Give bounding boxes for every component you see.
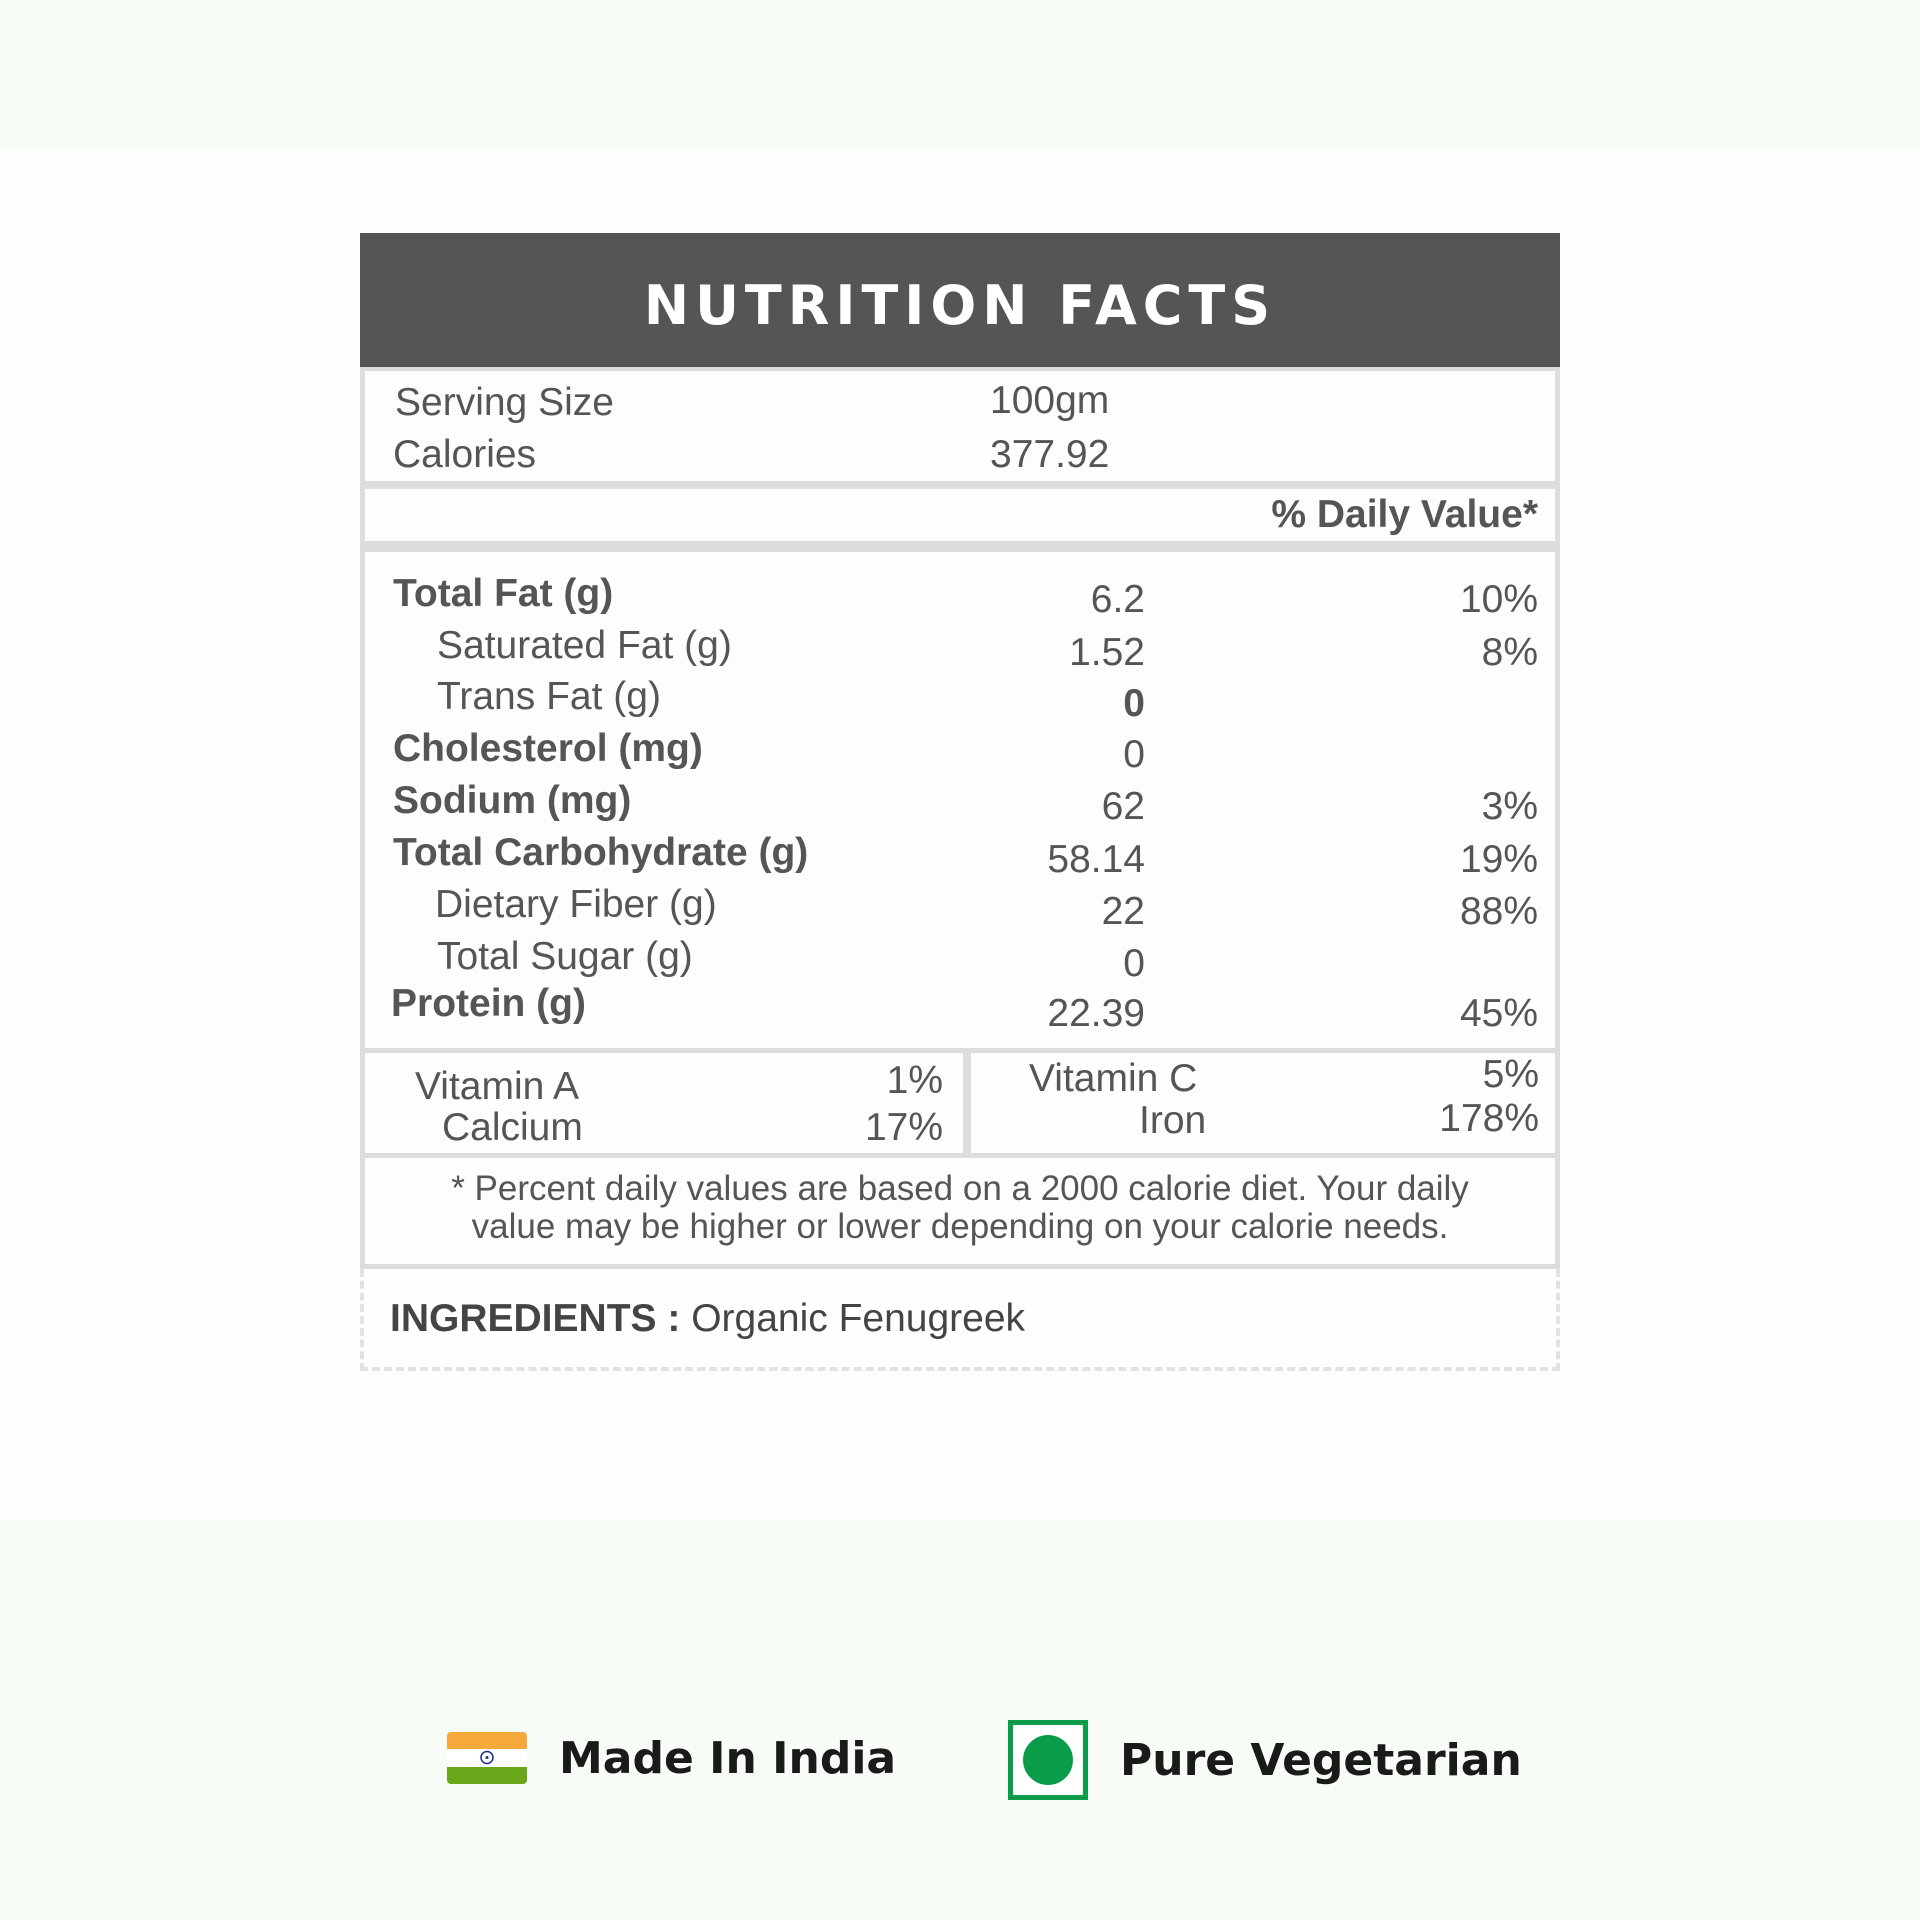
calories-value: 377.92 [990, 433, 1110, 476]
nutrient-label: Total Fat (g) [393, 572, 614, 615]
nutrient-value: 22 [1101, 890, 1145, 933]
nutrient-value: 22.39 [1047, 992, 1145, 1035]
nutrient-value: 0 [1123, 733, 1145, 776]
pure-vegetarian-label: Pure Vegetarian [1120, 1734, 1522, 1786]
nutrient-label: Protein (g) [391, 982, 586, 1025]
nutrient-label: Dietary Fiber (g) [435, 883, 717, 926]
nutrient-daily-value: 45% [1459, 992, 1538, 1035]
calories-label: Calories [393, 433, 537, 476]
calcium-value: 17% [864, 1106, 943, 1149]
nutrient-daily-value: 8% [1481, 631, 1538, 674]
vitamin-a-value: 1% [886, 1059, 943, 1102]
made-in-india-label: Made In India [559, 1732, 897, 1784]
nutrient-daily-value: 19% [1459, 838, 1538, 881]
pure-vegetarian-badge [1008, 1720, 1522, 1800]
nutrient-value: 1.52 [1069, 631, 1145, 674]
nutrient-label: Cholesterol (mg) [393, 727, 703, 770]
vitamins-section [360, 1053, 1560, 1158]
nutrient-value: 0 [1123, 942, 1145, 985]
footnote-line-1: * Percent daily values are based on a 2000 calorie diet. Your daily [451, 1169, 1469, 1208]
nutrient-daily-value: 10% [1459, 578, 1538, 621]
daily-value-section [360, 486, 1560, 546]
vitamins-right [971, 1053, 1555, 1153]
footnote-text [365, 1170, 1555, 1246]
made-in-india-badge [447, 1732, 896, 1784]
veg-mark-icon [1008, 1720, 1088, 1800]
nutrient-daily-value: 3% [1481, 785, 1538, 828]
nutrient-label: Total Sugar (g) [437, 935, 693, 978]
nutrient-value: 58.14 [1047, 838, 1145, 881]
nutrition-facts-card [360, 233, 1560, 1371]
vitamin-c-value: 5% [1482, 1053, 1539, 1096]
vitamins-left [365, 1053, 971, 1153]
serving-size-label: Serving Size [395, 381, 614, 424]
serving-size-value: 100gm [990, 379, 1110, 422]
vitamin-a-label: Vitamin A [415, 1065, 580, 1108]
serving-section [360, 367, 1560, 486]
iron-value: 178% [1439, 1097, 1539, 1140]
nutrient-label: Sodium (mg) [393, 779, 632, 822]
ingredients-section [360, 1269, 1560, 1371]
vitamin-c-label: Vitamin C [1029, 1057, 1198, 1100]
nutrient-value: 0 [1123, 682, 1145, 725]
nutrient-label: Saturated Fat (g) [437, 624, 732, 667]
ingredients-line [390, 1297, 1025, 1341]
nutrients-section [360, 546, 1560, 1053]
footnote-section [360, 1158, 1560, 1269]
nutrient-label: Total Carbohydrate (g) [393, 831, 809, 874]
nutrition-title: NUTRITION FACTS [643, 273, 1277, 337]
footnote-line-2: value may be higher or lower depending on your calorie needs. [471, 1207, 1449, 1246]
nutrient-label: Trans Fat (g) [437, 675, 661, 718]
india-flag-icon [447, 1732, 527, 1784]
ingredients-value: Organic Fenugreek [691, 1297, 1026, 1340]
nutrient-daily-value: 88% [1459, 890, 1538, 933]
calcium-label: Calcium [442, 1106, 583, 1149]
ingredients-label: INGREDIENTS : [390, 1297, 681, 1340]
iron-label: Iron [1139, 1099, 1207, 1142]
nutrition-header [360, 233, 1560, 367]
nutrient-value: 62 [1101, 785, 1145, 828]
nutrient-value: 6.2 [1090, 578, 1145, 621]
daily-value-header: % Daily Value* [1271, 493, 1538, 536]
